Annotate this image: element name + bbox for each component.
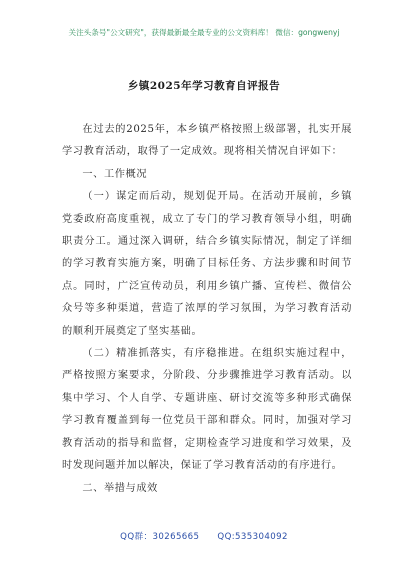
- header-banner: 关注头条号"公文研究"，获得最新最全最专业的公文资料库！ 微信：gongwenyj: [68, 28, 340, 37]
- document-title: 乡镇2025年学习教育自评报告: [127, 80, 281, 92]
- intro-paragraph: 在过去的2025年，本乡镇严格按照上级部署，扎实开展学习教育活动，取得了一定成效。现将相关情况自评如下：: [62, 124, 352, 158]
- paragraph-1: （一）谋定而后动，规划促开局。在活动开展前，乡镇党委政府高度重视，成立了专门的学习教育领导小组，明确职责分工。通过深入调研，结合乡镇实际情况，制定了详细的学习教育实施方案，明确了目标任务、方法步骤和时间节点。同时，广泛宣传动员，利用乡镇广播、宣传栏、微信公众号等多种渠道，营造了浓厚的学习氛围，为学习教育活动的顺利开展奠定了坚实基础。: [62, 191, 352, 337]
- document-body: [62, 119, 352, 500]
- paragraph-2: （二）精准抓落实，有序稳推进。在组织实施过程中，严格按照方案要求，分阶段、分步骤推进学习教育活动。以集中学习、个人自学、专题讲座、研讨交流等多种形式确保学习教育覆盖到每一位党员干部和群众。同时，加强对学习教育活动的指导和监督，定期检查学习进度和学习效果，及时发现问题并加以解决，保证了学习教育活动的有序进行。: [62, 348, 352, 472]
- section-heading-1: 一、工作概况: [82, 168, 148, 180]
- section-heading-2: 二、举措与成效: [82, 482, 158, 494]
- footer-contact: QQ群：30265665 QQ:535304092: [120, 532, 288, 542]
